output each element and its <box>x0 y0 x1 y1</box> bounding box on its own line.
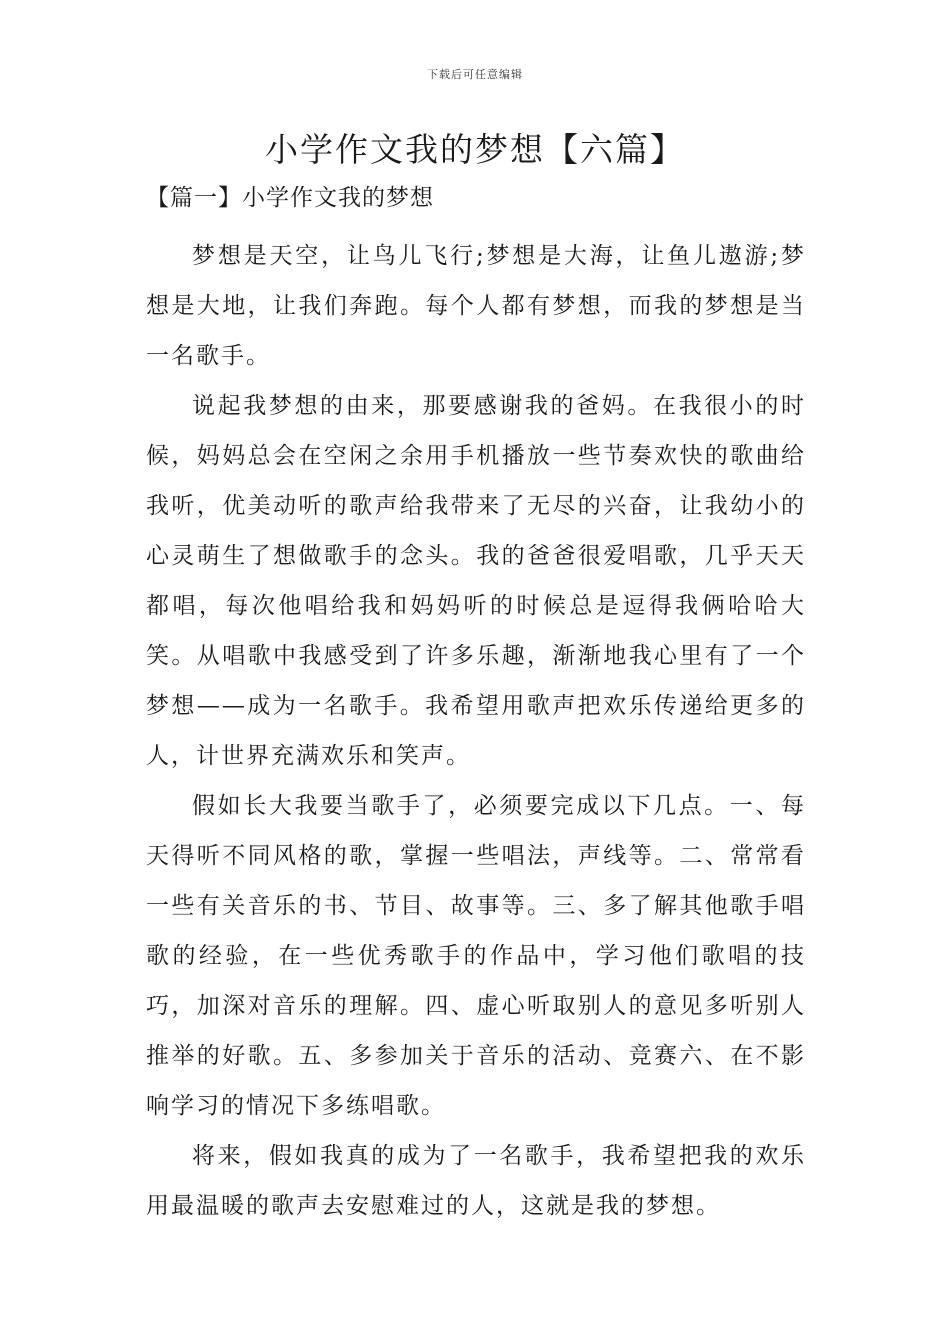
paragraph-4: 将来，假如我真的成为了一名歌手，我希望把我的欢乐用最温暖的歌声去安慰难过的人，这就是我的梦想。 <box>146 1143 806 1219</box>
paragraph-3: 假如长大我要当歌手了，必须要完成以下几点。一、每天得听不同风格的歌，掌握一些唱法，声线等。二、常常看一些有关音乐的书、节目、故事等。三、多了解其他歌手唱歌的经验，在一些优秀歌手的作品中，学习他们歌唱的技巧，加深对音乐的理解。四、虚心听取别人的意见多听别人推举的好歌。五、多参加关于音乐的活动、竞赛六、在不影响学习的情况下多练唱歌。 <box>146 793 806 1119</box>
section-heading: 【篇一】小学作文我的梦想 <box>146 185 434 211</box>
paragraph-1: 梦想是天空，让鸟儿飞行;梦想是大海，让鱼儿遨游;梦想是大地，让我们奔跑。每个人都有梦想，而我的梦想是当一名歌手。 <box>146 243 806 369</box>
header-note: 下载后可任意编辑 <box>427 68 523 81</box>
document-title: 小学作文我的梦想【六篇】 <box>265 130 685 169</box>
paragraph-2: 说起我梦想的由来，那要感谢我的爸妈。在我很小的时候，妈妈总会在空闲之余用手机播放一些节奏欢快的歌曲给我听，优美动听的歌声给我带来了无尽的兴奋，让我幼小的心灵萌生了想做歌手的念头。我的爸爸很爱唱歌，几乎天天都唱，每次他唱给我和妈妈听的时候总是逗得我俩哈哈大笑。从唱歌中我感受到了许多乐趣，渐渐地我心里有了一个梦想——成为一名歌手。我希望用歌声把欢乐传递给更多的人，计世界充满欢乐和笑声。 <box>146 393 806 769</box>
document-body <box>146 178 806 1231</box>
